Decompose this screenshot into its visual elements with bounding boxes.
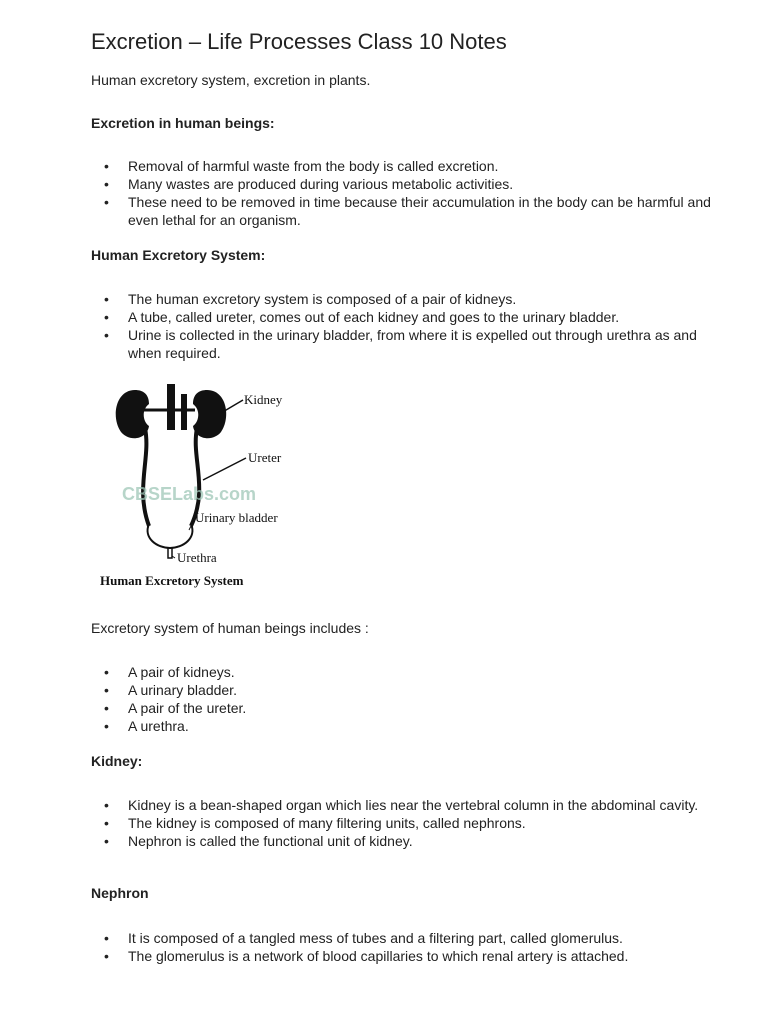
list-kidney [91, 796, 731, 850]
bullet-icon: • [104, 176, 109, 192]
subtitle: Human excretory system, excretion in plants. [91, 72, 371, 88]
label-kidney: Kidney [244, 392, 283, 407]
list-item: • Many wastes are produced during various metabolic activities. [104, 176, 514, 192]
bullet-icon: • [104, 291, 109, 307]
bullet-icon: • [104, 718, 109, 734]
heading-excretion: Excretion in human beings: [91, 115, 275, 131]
includes-intro: Excretory system of human beings includes : [91, 620, 369, 636]
page-title: Excretion – Life Processes Class 10 Notes [91, 29, 507, 54]
watermark-text: CBSELabs.com [122, 484, 257, 504]
bullet-icon: • [104, 700, 109, 716]
label-urethra: Urethra [177, 550, 217, 565]
list-item: • A tube, called ureter, comes out of each kidney and goes to the urinary bladder. [104, 309, 620, 325]
figure-caption: Human Excretory System [100, 573, 244, 588]
list-item: • Nephron is called the functional unit of kidney. [104, 833, 413, 849]
list-item: • It is composed of a tangled mess of tubes and a filtering part, called glomerulus. [104, 930, 623, 946]
bullet-icon: • [104, 327, 109, 343]
list-item: • Kidney is a bean-shaped organ which lies near the vertebral column in the abdominal cavity. [104, 797, 699, 813]
bullet-icon: • [104, 664, 109, 680]
bullet-icon: • [104, 833, 109, 849]
bullet-icon: • [104, 158, 109, 174]
list-item: • These need to be removed in time because their accumulation in the body can be harmful and even lethal for an organism. [104, 194, 711, 228]
list-item: • The glomerulus is a network of blood capillaries to which renal artery is attached. [104, 948, 629, 964]
list-item: • A urethra. [104, 718, 189, 734]
label-bladder: Urinary bladder [195, 510, 278, 525]
bullet-icon: • [104, 309, 109, 325]
bullet-icon: • [104, 682, 109, 698]
list-item: • A pair of kidneys. [104, 664, 235, 680]
list-item: • A urinary bladder. [104, 682, 237, 698]
excretory-system-figure [91, 378, 306, 593]
label-ureter: Ureter [248, 450, 282, 465]
vena-cava-shape [181, 394, 187, 430]
list-includes [91, 663, 731, 735]
list-item: • The kidney is composed of many filtering units, called nephrons. [104, 815, 526, 831]
list-excretion [91, 157, 731, 229]
heading-kidney: Kidney: [91, 753, 143, 769]
aorta-shape [167, 384, 175, 430]
bullet-icon: • [104, 815, 109, 831]
heading-system: Human Excretory System: [91, 247, 266, 263]
list-item: • Urine is collected in the urinary bladder, from where it is expelled out through urethra as and when required. [104, 327, 697, 361]
list-item: • A pair of the ureter. [104, 700, 247, 716]
list-item: • Removal of harmful waste from the body is called excretion. [104, 158, 499, 174]
bullet-icon: • [104, 194, 109, 210]
list-item: • The human excretory system is composed of a pair of kidneys. [104, 291, 517, 307]
bullet-icon: • [104, 797, 109, 813]
list-system [91, 290, 731, 362]
list-nephron [91, 929, 731, 965]
bullet-icon: • [104, 948, 109, 964]
bullet-icon: • [104, 930, 109, 946]
heading-nephron: Nephron [91, 885, 149, 901]
